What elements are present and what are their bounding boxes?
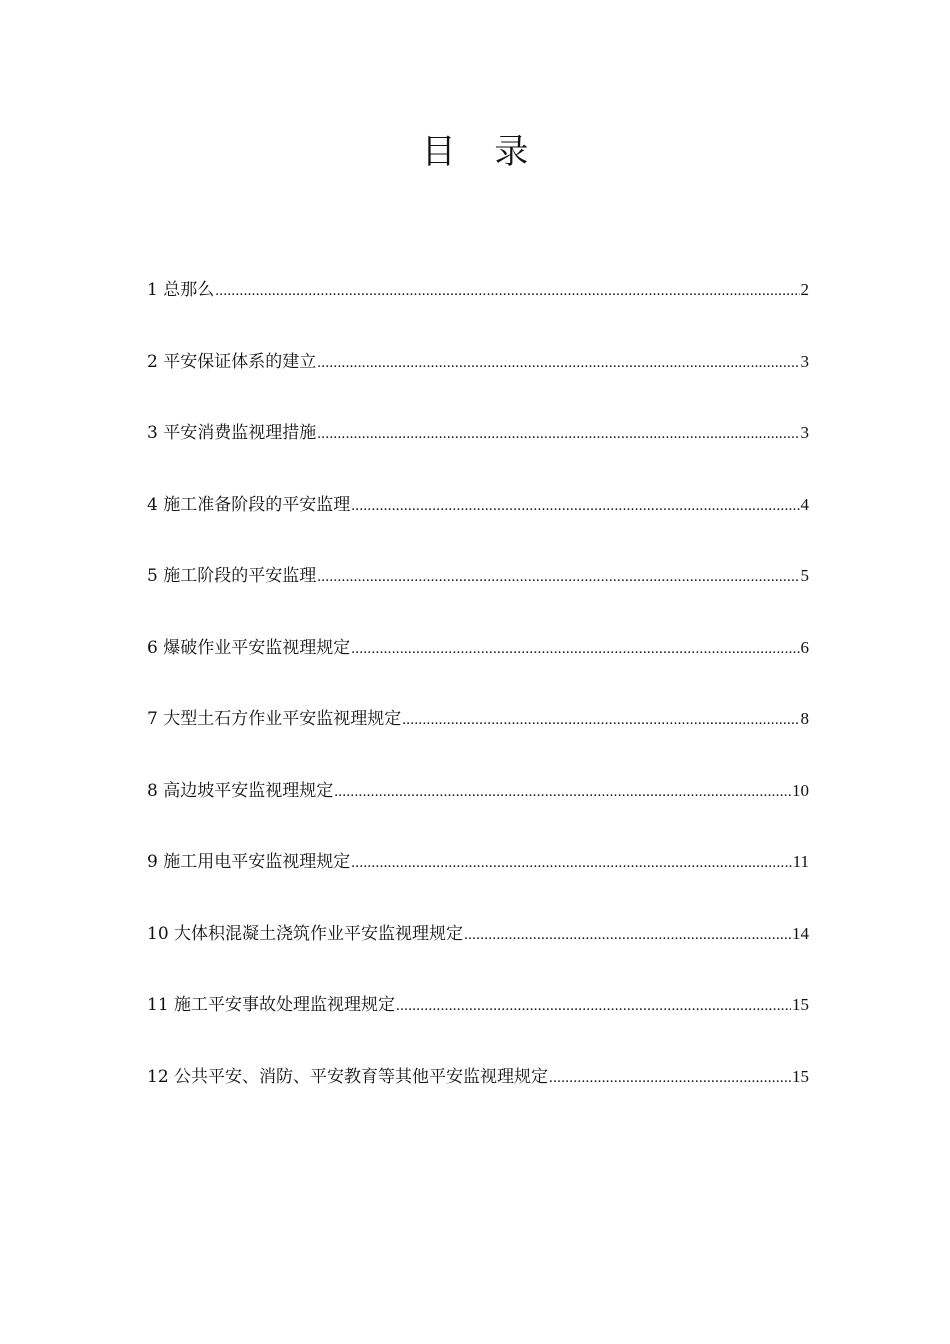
toc-entry-title: 2 平安保证体系的建立: [147, 351, 317, 372]
toc-entry-1[interactable]: [147, 272, 809, 344]
toc-entry-12[interactable]: [147, 1059, 809, 1131]
toc-dot-leader: [549, 1060, 791, 1096]
toc-entry-title: 9 施工用电平安监视理规定: [147, 852, 351, 872]
toc-entry-page-number: 5: [800, 566, 809, 585]
toc-entry-2[interactable]: [147, 344, 809, 416]
toc-entry-title: 11 施工平安事故处理监视理规定: [147, 995, 396, 1015]
toc-dot-leader: [317, 416, 799, 452]
toc-dot-leader: [351, 845, 791, 881]
toc-entry-page-number: 6: [800, 637, 809, 657]
toc-entry-title: 10 大体积混凝土浇筑作业平安监视理规定: [147, 923, 464, 944]
table-of-contents: [147, 272, 809, 1130]
toc-entry-page-number: 3: [800, 351, 809, 371]
toc-entry-title: 4 施工准备阶段的平安监理: [147, 494, 351, 515]
toc-entry-page-number: 4: [800, 494, 809, 514]
toc-entry-9[interactable]: [147, 844, 809, 916]
toc-entry-page-number: 2: [800, 280, 809, 299]
page-title: 目 录: [421, 132, 543, 172]
toc-dot-leader: [334, 774, 791, 810]
toc-dot-leader: [317, 345, 799, 381]
toc-entry-6[interactable]: [147, 630, 809, 702]
toc-dot-leader: [317, 559, 799, 595]
toc-entry-10[interactable]: [147, 916, 809, 988]
toc-entry-7[interactable]: [147, 701, 809, 773]
toc-dot-leader: [351, 631, 799, 667]
toc-entry-title: 7 大型土石方作业平安监视理规定: [147, 709, 402, 729]
toc-entry-5[interactable]: [147, 558, 809, 630]
toc-entry-page-number: 10: [792, 780, 809, 800]
toc-entry-page-number: 8: [800, 709, 809, 728]
toc-entry-page-number: 3: [800, 423, 809, 442]
toc-entry-11[interactable]: [147, 987, 809, 1059]
toc-entry-title: 5 施工阶段的平安监理: [147, 566, 317, 586]
toc-dot-leader: [464, 917, 791, 953]
toc-entry-title: 1 总那么: [147, 280, 215, 300]
toc-entry-page-number: 15: [792, 995, 809, 1014]
toc-entry-title: 3 平安消费监视理措施: [147, 423, 317, 443]
toc-dot-leader: [351, 488, 799, 524]
toc-entry-8[interactable]: [147, 773, 809, 845]
toc-dot-leader: [402, 702, 799, 738]
toc-entry-4[interactable]: [147, 487, 809, 559]
toc-entry-title: 8 高边坡平安监视理规定: [147, 780, 334, 801]
toc-entry-title: 12 公共平安、消防、平安教育等其他平安监视理规定: [147, 1066, 549, 1087]
toc-entry-3[interactable]: [147, 415, 809, 487]
toc-dot-leader: [215, 273, 799, 309]
toc-dot-leader: [396, 988, 791, 1024]
toc-entry-page-number: 15: [792, 1066, 809, 1086]
toc-entry-page-number: 11: [792, 852, 809, 871]
toc-entry-title: 6 爆破作业平安监视理规定: [147, 637, 351, 658]
toc-entry-page-number: 14: [792, 923, 809, 943]
